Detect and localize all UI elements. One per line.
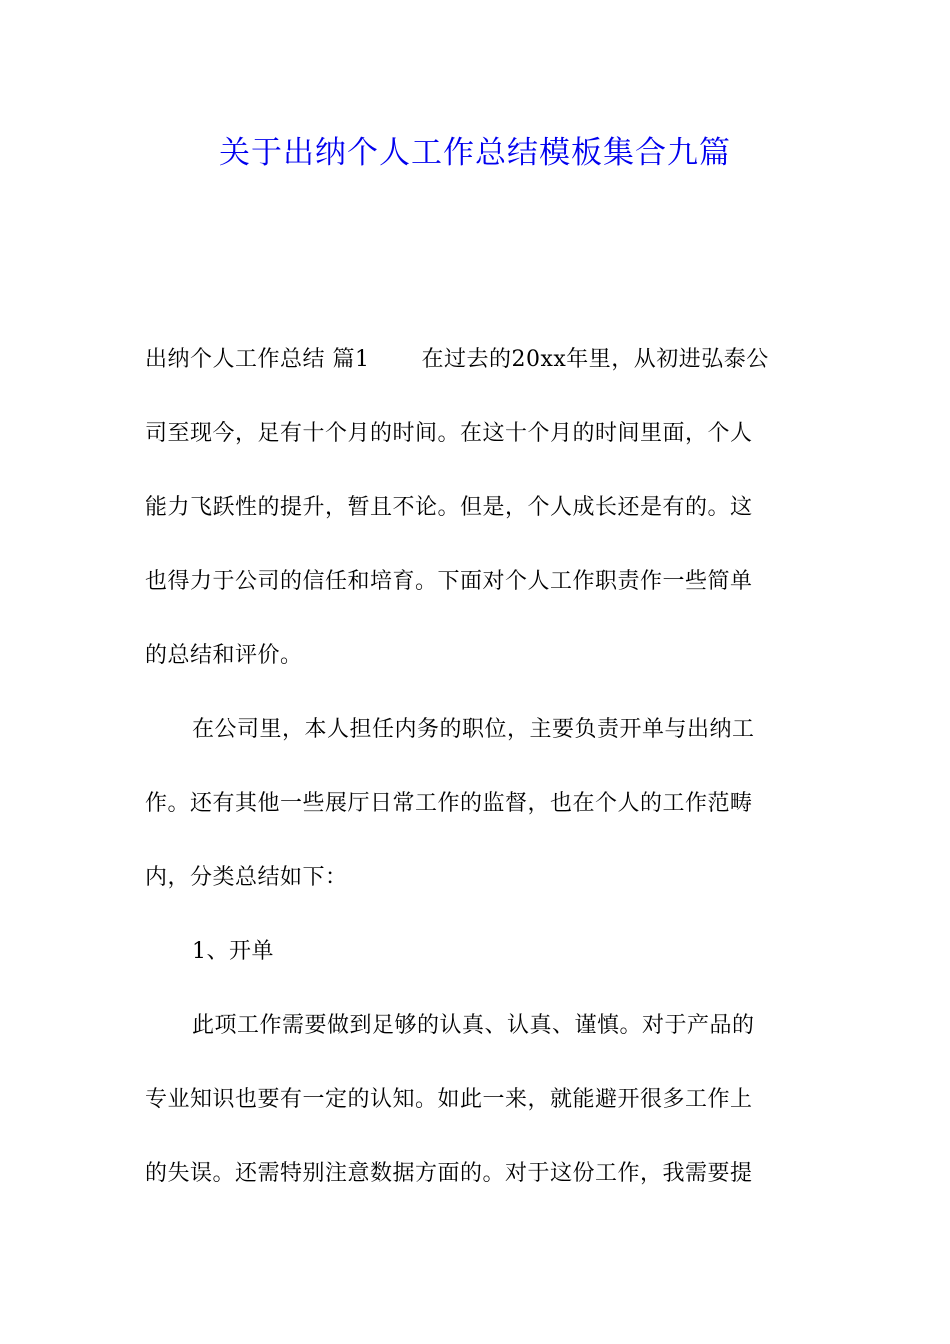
paragraph-line: 在公司里，本人担任内务的职位，主要负责开单与出纳工 — [192, 717, 755, 742]
paragraph-line: 的失误。还需特别注意数据方面的。对于这份工作，我需要提 — [145, 1161, 753, 1186]
paragraph-line — [145, 336, 805, 410]
paragraph-line: 此项工作需要做到足够的认真、认真、谨慎。对于产品的 — [192, 1013, 755, 1038]
list-heading: 1、开单 — [192, 939, 274, 964]
paragraph-line: 专业知识也要有一定的认知。如此一来，就能避开很多工作上 — [145, 1087, 753, 1112]
document-title: 关于出纳个人工作总结模板集合九篇 — [219, 135, 731, 171]
paragraph-line: 能力飞跃性的提升，暂且不论。但是，个人成长还是有的。这 — [145, 495, 753, 520]
paragraph-line: 也得力于公司的信任和培育。下面对个人工作职责作一些简单 — [145, 569, 753, 594]
document-body — [145, 336, 805, 1224]
section-heading: 出纳个人工作总结 篇1 — [145, 347, 370, 372]
paragraph-line: 内，分类总结如下： — [145, 865, 348, 890]
paragraph-line: 司至现今，足有十个月的时间。在这十个月的时间里面，个人 — [145, 421, 753, 446]
paragraph-line: 的总结和评价。 — [145, 643, 303, 668]
paragraph-text: 在过去的20xx年里，从初进弘泰公 — [421, 347, 769, 372]
paragraph-line: 作。还有其他一些展厅日常工作的监督，也在个人的工作范畴 — [145, 791, 753, 816]
